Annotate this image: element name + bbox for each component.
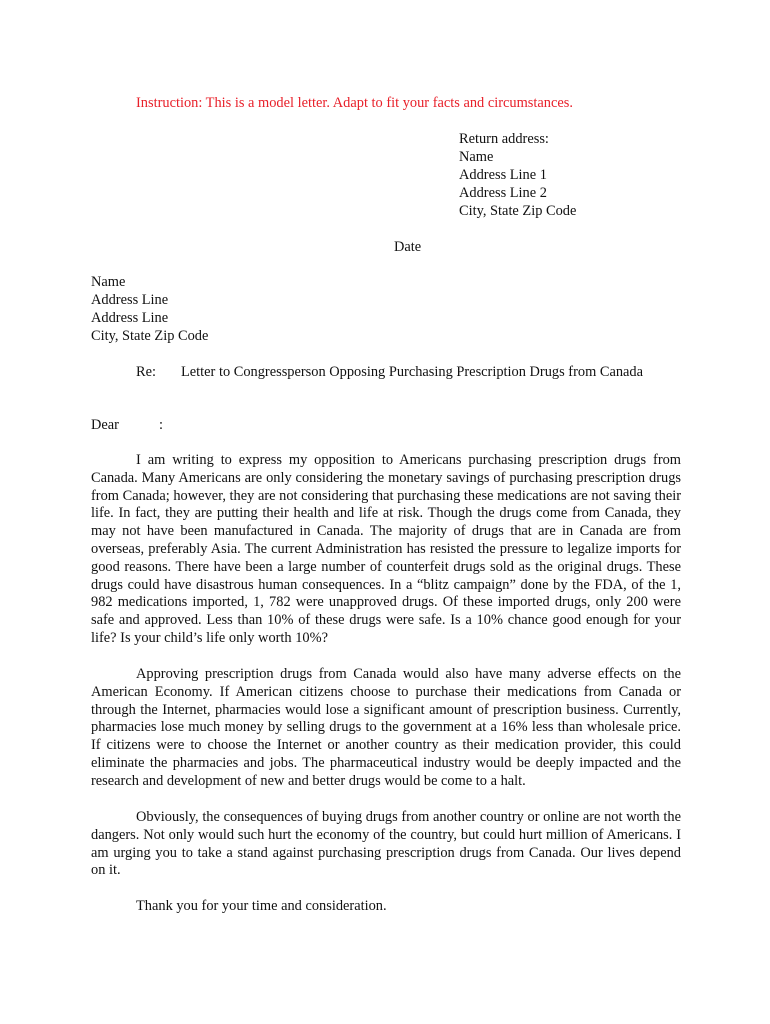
instruction-note: Instruction: This is a model letter. Adapt to fit your facts and circumstances. [136, 95, 573, 111]
salutation-colon: : [159, 417, 163, 433]
recipient-address-line-2: Address Line [91, 310, 169, 326]
body-paragraph-1 [91, 452, 681, 648]
recipient-city: City, State Zip Code [91, 328, 209, 344]
paragraph-text: Approving prescription drugs from Canada would also have many adverse effects on the American Economy. If American citizens choose to purchase their medications from Canada or through the Internet, pharmacies would lose a significant amount of prescription business. Currently, pharmacies lose much money by selling drugs to the government at a 16% less than wholesale price. If citizens were to choose the Internet or another country as their medication provider, this could eliminate the pharmacies and jobs. The pharmaceutical industry would be deeply impacted and the research and development of new and better drugs would be come to a halt. [91, 666, 681, 789]
recipient-address-line-1: Address Line [91, 292, 169, 308]
recipient-name: Name [91, 274, 126, 290]
return-address-line-2: Address Line 2 [459, 185, 547, 201]
body-paragraph-2 [91, 666, 681, 791]
return-address-name: Name [459, 149, 494, 165]
salutation: Dear [91, 417, 119, 433]
closing-paragraph [91, 898, 681, 916]
re-label: Re: [136, 364, 156, 380]
paragraph-text: Obviously, the consequences of buying drugs from another country or online are not worth the dangers. Not only would such hurt the economy of the country, but could hurt million of Americans. I am urging you to take a stand against purchasing prescription drugs from Canada. Our lives depend on it. [91, 809, 681, 879]
body-paragraph-3 [91, 809, 681, 880]
return-address-line-1: Address Line 1 [459, 167, 547, 183]
paragraph-text: I am writing to express my opposition to Americans purchasing prescription drugs from Canada. Many Americans are only considering the monetary savings of purchasing prescription drugs from Canada; however, they are not considering that purchasing these medications are not saving their life. In fact, they are putting their health and life at risk. Though the drugs come from Canada, they may not have been manufactured in Canada. The majority of drugs that are in Canada are from overseas, preferably Asia. The current Administration has resisted the pressure to legalize imports for good reasons. There have been a large number of counterfeit drugs sold as the original drugs. These drugs could have disastrous human consequences. In a “blitz campaign” done by the FDA, of the 1, 982 medications imported, 1, 782 were unapproved drugs. Of these imported drugs, only 200 were safe and approved. Less than 10% of these drugs were safe. Is a 10% chance good enough for your life? Is your child’s life only worth 10%? [91, 452, 681, 646]
return-address-city: City, State Zip Code [459, 203, 577, 219]
letter-date: Date [394, 239, 422, 255]
return-address-label: Return address: [459, 131, 549, 147]
paragraph-text: Thank you for your time and consideration. [136, 898, 387, 914]
re-subject: Letter to Congressperson Opposing Purchasing Prescription Drugs from Canada [181, 364, 644, 380]
